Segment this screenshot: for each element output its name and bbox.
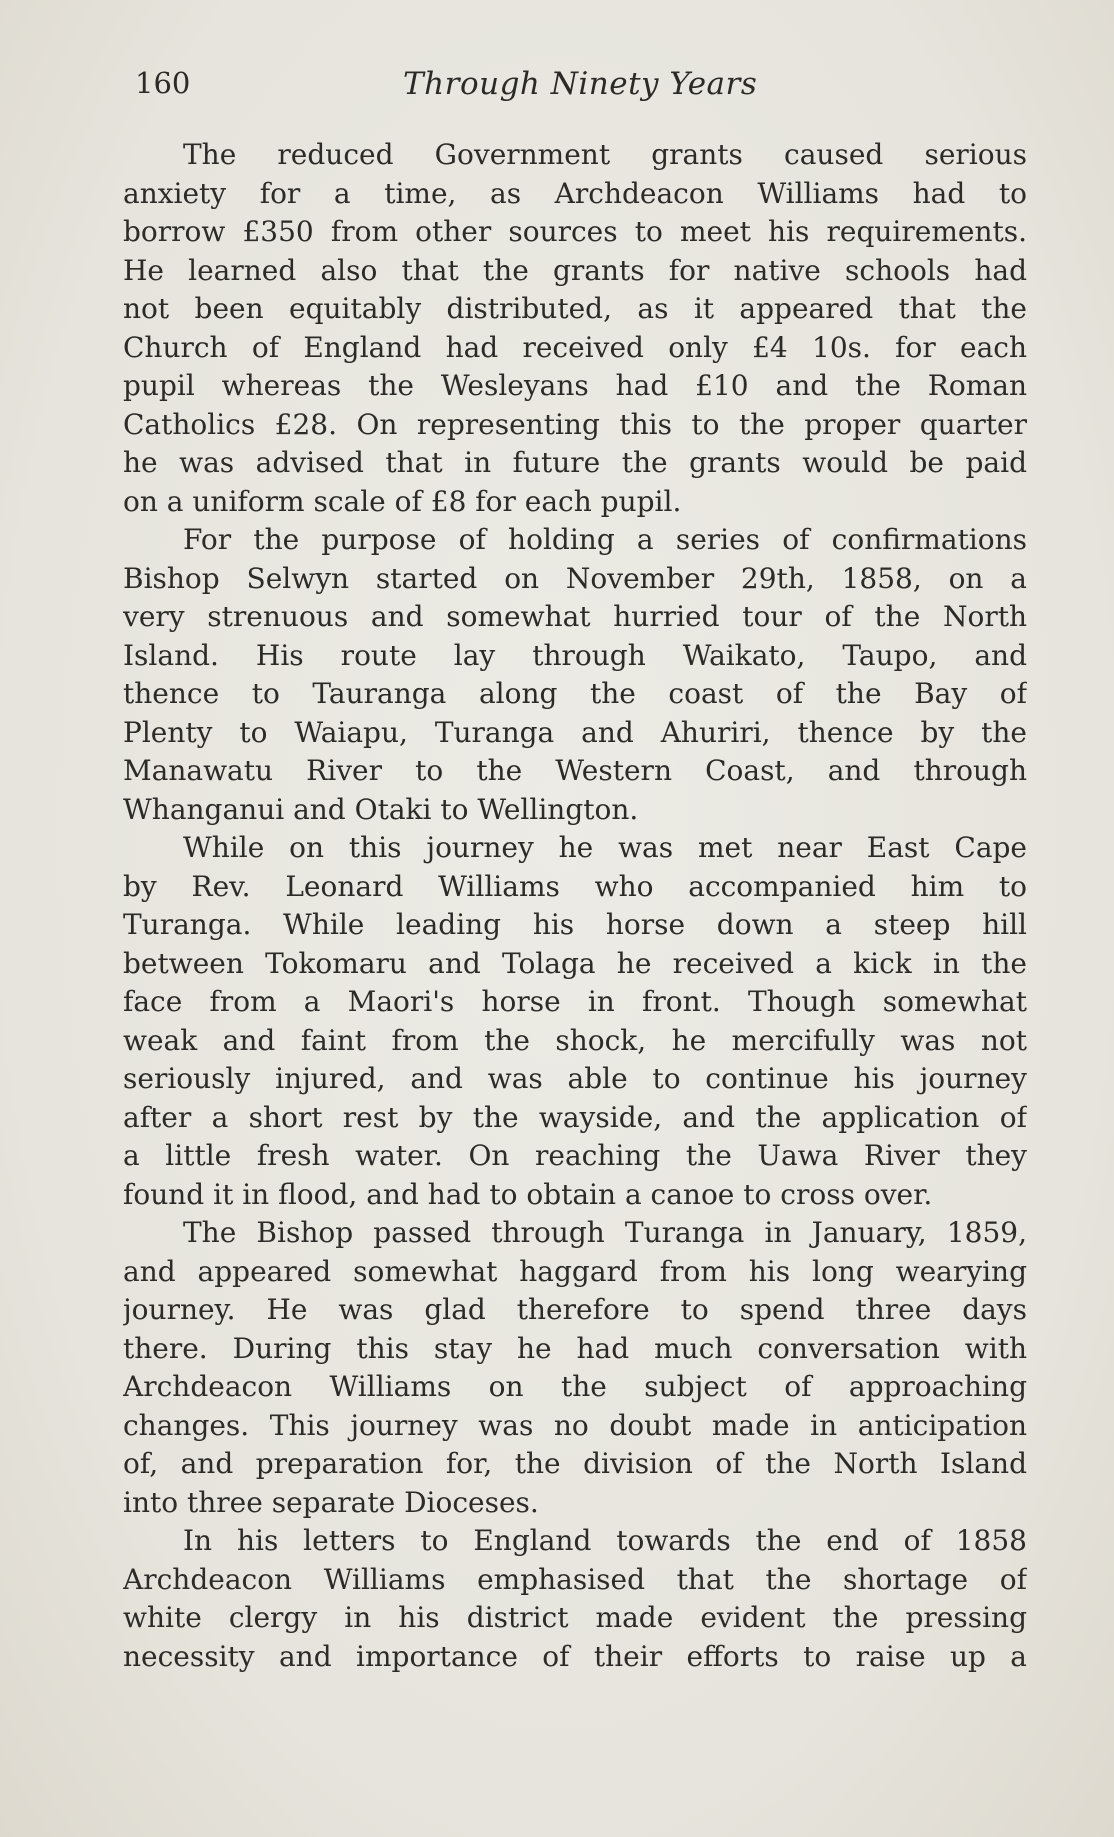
page-header: [135, 66, 1030, 112]
text-line: weak and faint from the shock, he mercifully was not: [123, 1023, 1027, 1057]
text-line: Whanganui and Otaki to Wellington.: [123, 792, 639, 826]
text-line: The Bishop passed through Turanga in January, 1859,: [183, 1216, 1027, 1249]
text-line: Island. His route lay through Waikato, Taupo, and: [123, 638, 1027, 672]
text-line: Archdeacon Williams emphasised that the shortage of: [123, 1562, 1027, 1596]
paragraph: [123, 829, 1027, 1214]
text-line: changes. This journey was no doubt made in anticipation: [123, 1408, 1027, 1442]
text-line: he was advised that in future the grants would be paid: [123, 446, 1027, 479]
text-line: journey. He was glad therefore to spend three days: [123, 1293, 1027, 1326]
text-line: on a uniform scale of £8 for each pupil.: [123, 484, 682, 518]
body-text: [123, 136, 1027, 1676]
text-line: of, and preparation for, the division of the North Island: [123, 1447, 1027, 1480]
text-line: Turanga. While leading his horse down a steep hill: [123, 908, 1027, 941]
text-line: Bishop Selwyn started on November 29th, 1858, on a: [123, 561, 1027, 595]
paragraph: [123, 136, 1027, 521]
text-line: He learned also that the grants for native schools had: [123, 253, 1027, 287]
text-line: white clergy in his district made evident the pressing: [123, 1601, 1027, 1634]
paragraph: [123, 1522, 1027, 1676]
text-line: borrow £350 from other sources to meet his requirements.: [123, 215, 1027, 248]
text-line: and appeared somewhat haggard from his long wearying: [123, 1254, 1027, 1288]
text-line: very strenuous and somewhat hurried tour of the North: [123, 600, 1027, 633]
text-line: anxiety for a time, as Archdeacon Williams had to: [123, 176, 1027, 210]
paragraph: [123, 1214, 1027, 1522]
text-line: after a short rest by the wayside, and the application of: [123, 1100, 1027, 1134]
text-line: Church of England had received only £4 10s. for each: [123, 330, 1027, 364]
text-line: Catholics £28. On representing this to the proper quarter: [123, 407, 1027, 441]
text-line: there. During this stay he had much conversation with: [123, 1331, 1027, 1365]
text-line: not been equitably distributed, as it appeared that the: [123, 292, 1027, 325]
text-line: face from a Maori's horse in front. Though somewhat: [123, 985, 1027, 1018]
text-line: In his letters to England towards the end of 1858: [183, 1524, 1027, 1557]
page-number: 160: [135, 66, 191, 100]
text-line: Manawatu River to the Western Coast, and through: [123, 754, 1027, 787]
text-line: seriously injured, and was able to continue his journey: [123, 1062, 1027, 1095]
text-line: between Tokomaru and Tolaga he received a kick in the: [123, 946, 1027, 980]
text-line: While on this journey he was met near East Cape: [183, 831, 1027, 864]
paragraph: [123, 521, 1027, 829]
text-line: Archdeacon Williams on the subject of approaching: [123, 1370, 1027, 1403]
text-line: necessity and importance of their efforts to raise up a: [123, 1639, 1027, 1673]
text-line: pupil whereas the Wesleyans had £10 and the Roman: [123, 369, 1027, 402]
running-head: Through Ninety Years: [403, 66, 758, 102]
text-line: The reduced Government grants caused serious: [183, 138, 1027, 171]
text-line: found it in flood, and had to obtain a canoe to cross over.: [123, 1177, 933, 1211]
text-line: For the purpose of holding a series of confirmations: [183, 523, 1027, 556]
text-line: thence to Tauranga along the coast of the Bay of: [123, 677, 1027, 710]
text-line: a little fresh water. On reaching the Uawa River they: [123, 1139, 1027, 1172]
text-line: by Rev. Leonard Williams who accompanied him to: [123, 869, 1027, 903]
text-line: Plenty to Waiapu, Turanga and Ahuriri, thence by the: [123, 715, 1027, 749]
text-line: into three separate Dioceses.: [123, 1485, 539, 1519]
